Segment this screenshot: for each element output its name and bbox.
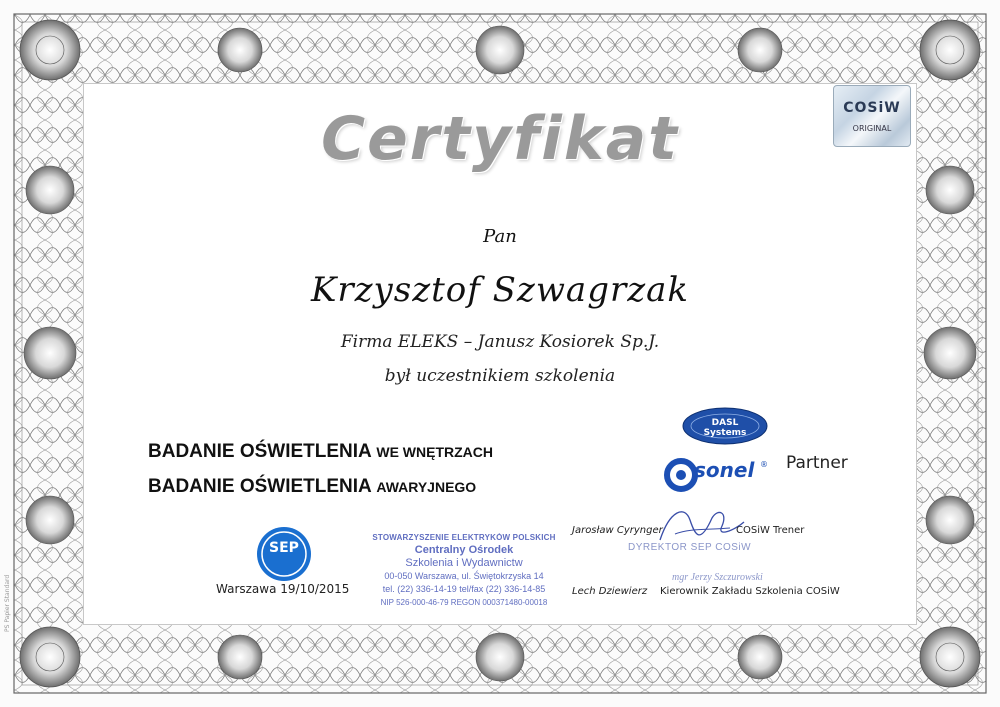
stamp-line-5: tel. (22) 336-14-19 tel/fax (22) 336-14-85 — [382, 584, 546, 594]
signatory-1-role: COSiW Trener — [736, 525, 805, 536]
stamp-line-4: 00-050 Warszawa, ul. Świętokrzyska 14 — [384, 571, 544, 581]
course-1-suffix: WE WNĘTRZACH — [376, 444, 494, 460]
sonel-ring-icon — [664, 458, 698, 492]
city-date: Warszawa 19/10/2015 — [216, 582, 350, 596]
course-1-main: BADANIE OŚWIETLENIA — [148, 441, 372, 462]
certificate-title: Certyfikat — [321, 104, 679, 174]
course-2-main: BADANIE OŚWIETLENIA — [148, 476, 372, 497]
sonel-label: sonel — [694, 458, 755, 482]
stamp-line-1: STOWARZYSZENIE ELEKTRYKÓW POLSKICH — [372, 533, 556, 542]
recipient-name: Krzysztof Szwagrzak — [310, 270, 690, 310]
signatory-2-role: Kierownik Zakładu Szkolenia COSiW — [660, 586, 840, 597]
signatory-2-stamp: mgr Jerzy Szczurowski — [672, 572, 763, 583]
sonel-registered-mark: ® — [760, 460, 768, 469]
stamp-line-2: Centralny Ośrodek — [414, 544, 514, 556]
participation-text: był uczestnikiem szkolenia — [384, 366, 616, 386]
hologram-brand: COSiW — [843, 100, 901, 116]
organization-stamp — [366, 531, 562, 609]
course-2-suffix: AWARYJNEGO — [376, 479, 477, 495]
stamp-line-3: Szkolenia i Wydawnictw — [405, 557, 523, 569]
sep-logo-text: SEP — [269, 540, 299, 556]
course-2 — [148, 476, 476, 498]
signatory-2-name: Lech Dziewierz — [572, 586, 648, 597]
course-1 — [148, 441, 493, 463]
signatory-1-stamp: DYREKTOR SEP COSiW — [628, 542, 752, 553]
hologram-label: ORIGINAL — [852, 124, 892, 133]
signatory-1-name: Jarosław Cyrynger — [572, 525, 663, 536]
paper-side-text: PS Papier Standard — [4, 574, 11, 632]
stamp-line-6: NIP 526-000-46-79 REGON 000371480-00018 — [380, 598, 548, 607]
dasl-label: DASL Systems — [703, 418, 747, 438]
partner-label: Partner — [786, 453, 848, 473]
company-name: Firma ELEKS – Janusz Kosiorek Sp.J. — [340, 332, 660, 352]
salutation: Pan — [483, 226, 517, 247]
